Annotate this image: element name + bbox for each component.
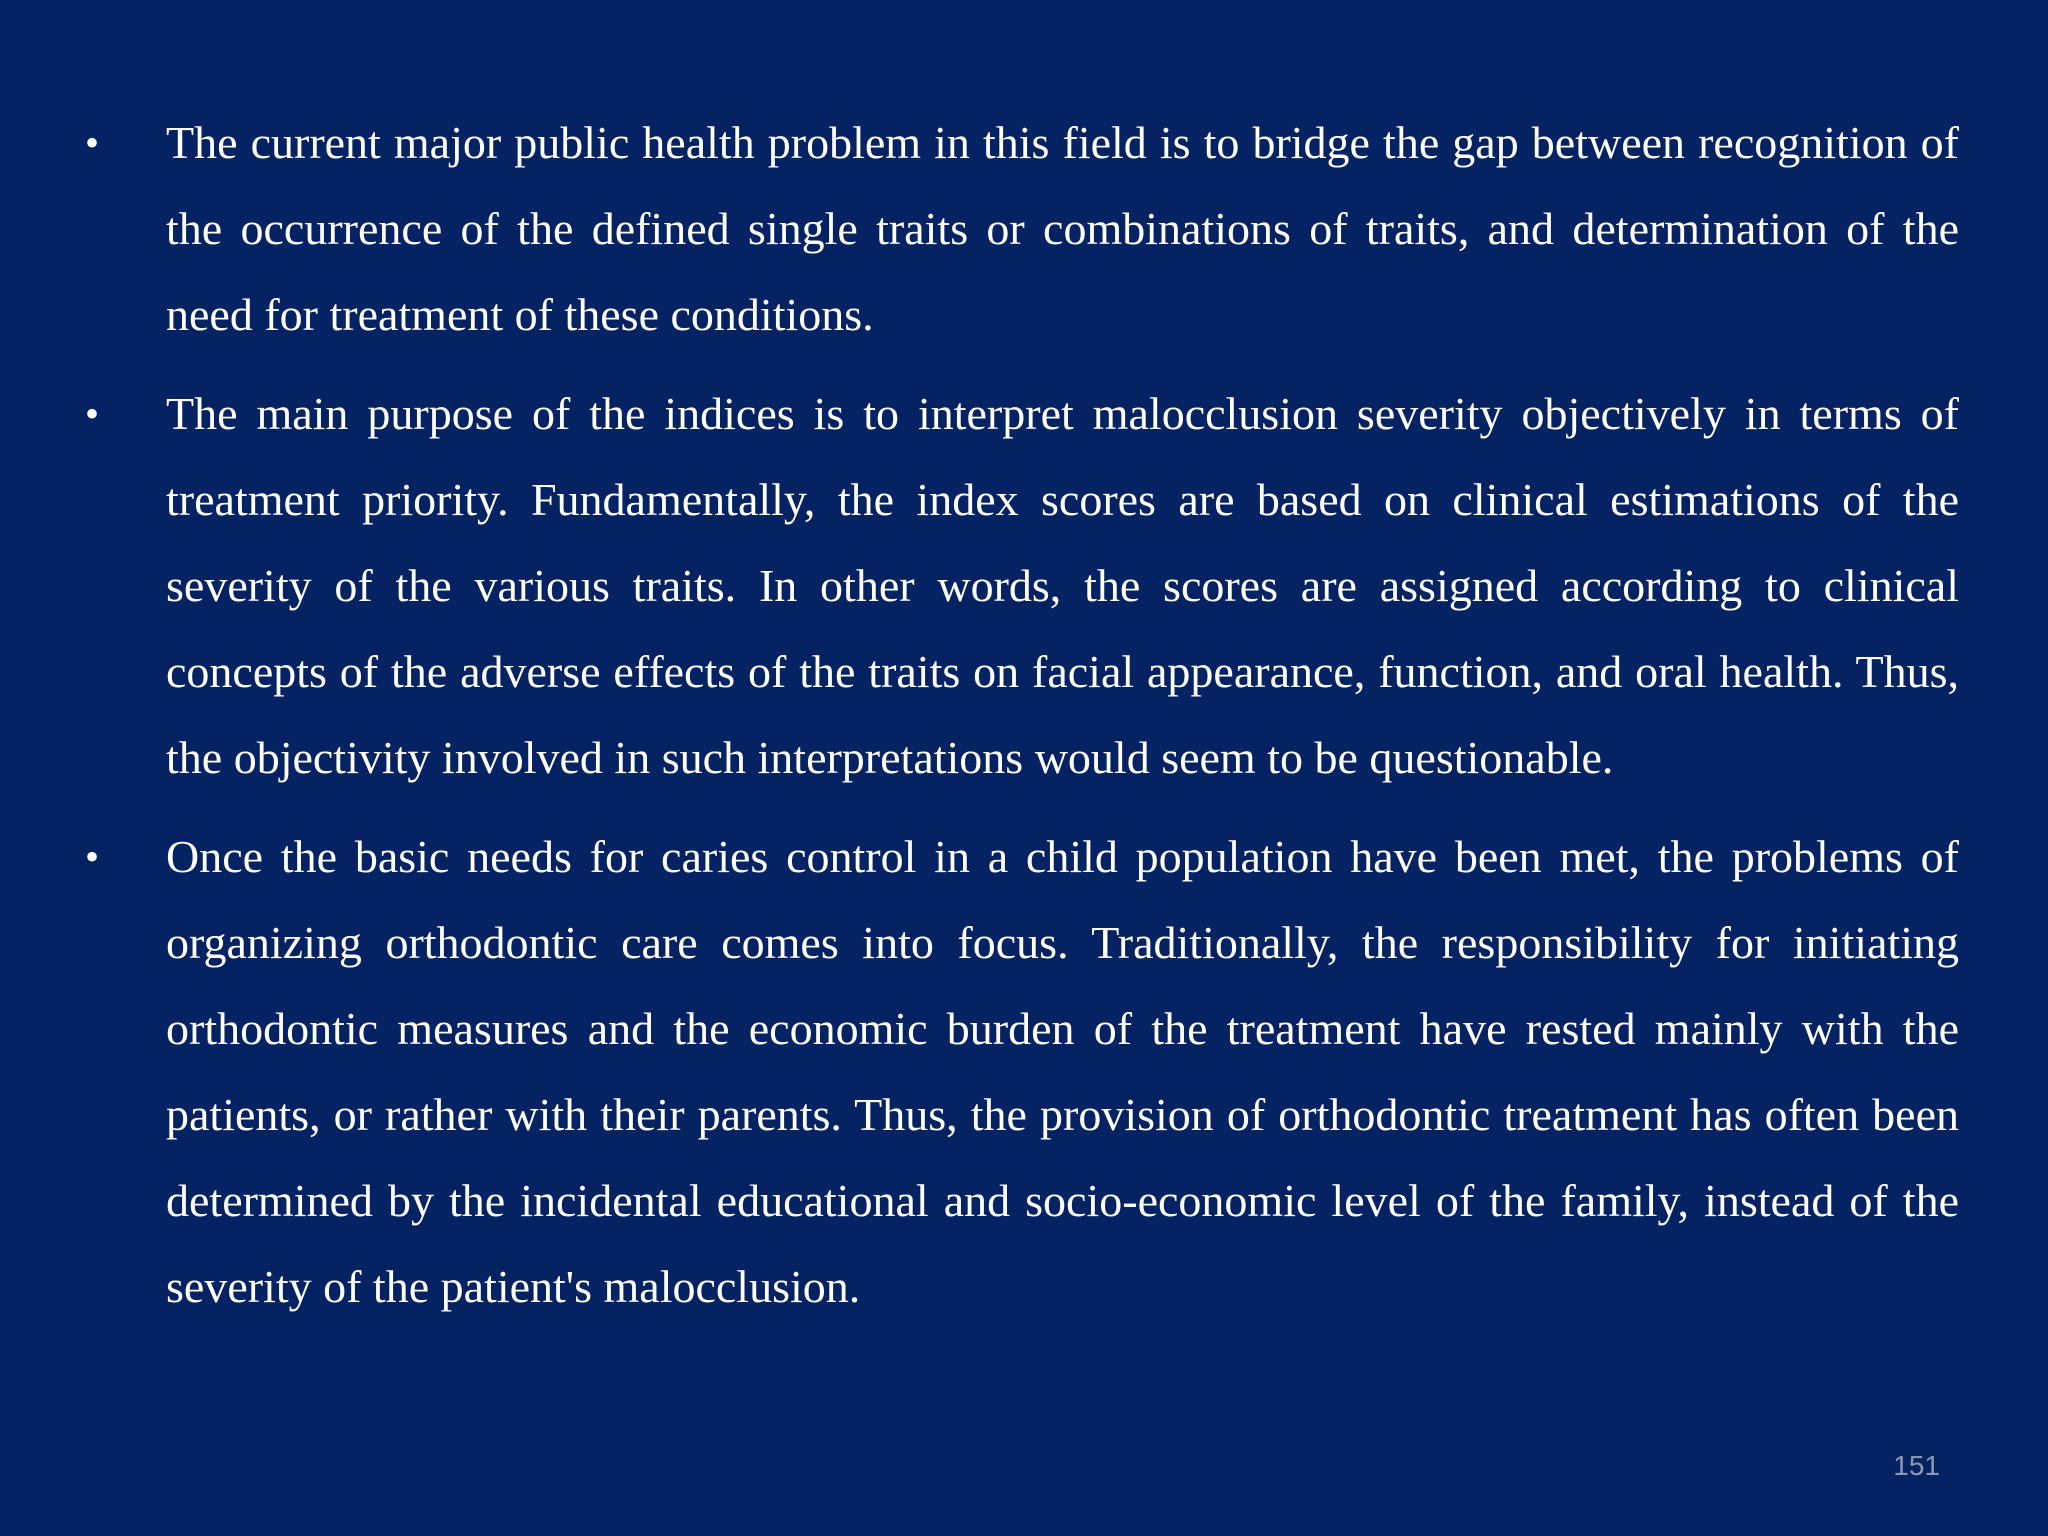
page-number: 151: [1893, 1450, 1940, 1481]
bullet-dot-icon: •: [85, 834, 100, 879]
bullet-text-1: The current major public health problem in this field is to bridge the gap between recognition of the occurrence of the defined single traits or combinations of traits, and determination of the need for treatment of these conditions.: [166, 117, 1959, 340]
bullet-item-1: [0, 100, 2048, 358]
bullet-dot-icon: •: [85, 391, 100, 436]
bullet-item-3: [0, 814, 2048, 1330]
bullet-dot-icon: •: [85, 120, 100, 165]
bullet-text-3: Once the basic needs for caries control in a child population have been met, the problems of organizing orthodontic care comes into focus. Traditionally, the responsibility for initiating orthodontic measures and the economic burden of the treatment have rested mainly with the patients, or rather with their parents. Thus, the provision of orthodontic treatment has often been determined by the incidental educational and socio-economic level of the family, instead of the severity of the patient's malocclusion.: [166, 831, 1959, 1312]
bullet-item-2: [0, 371, 2048, 801]
bullet-list: [0, 100, 2048, 1343]
bullet-text-2: The main purpose of the indices is to interpret malocclusion severity objectively in terms of treatment priority. Fundamentally, the index scores are based on clinical estimations of the severity of the various traits. In other words, the scores are assigned according to clinical concepts of the adverse effects of the traits on facial appearance, function, and oral health. Thus, the objectivity involved in such interpretations would seem to be questionable.: [166, 388, 1959, 783]
